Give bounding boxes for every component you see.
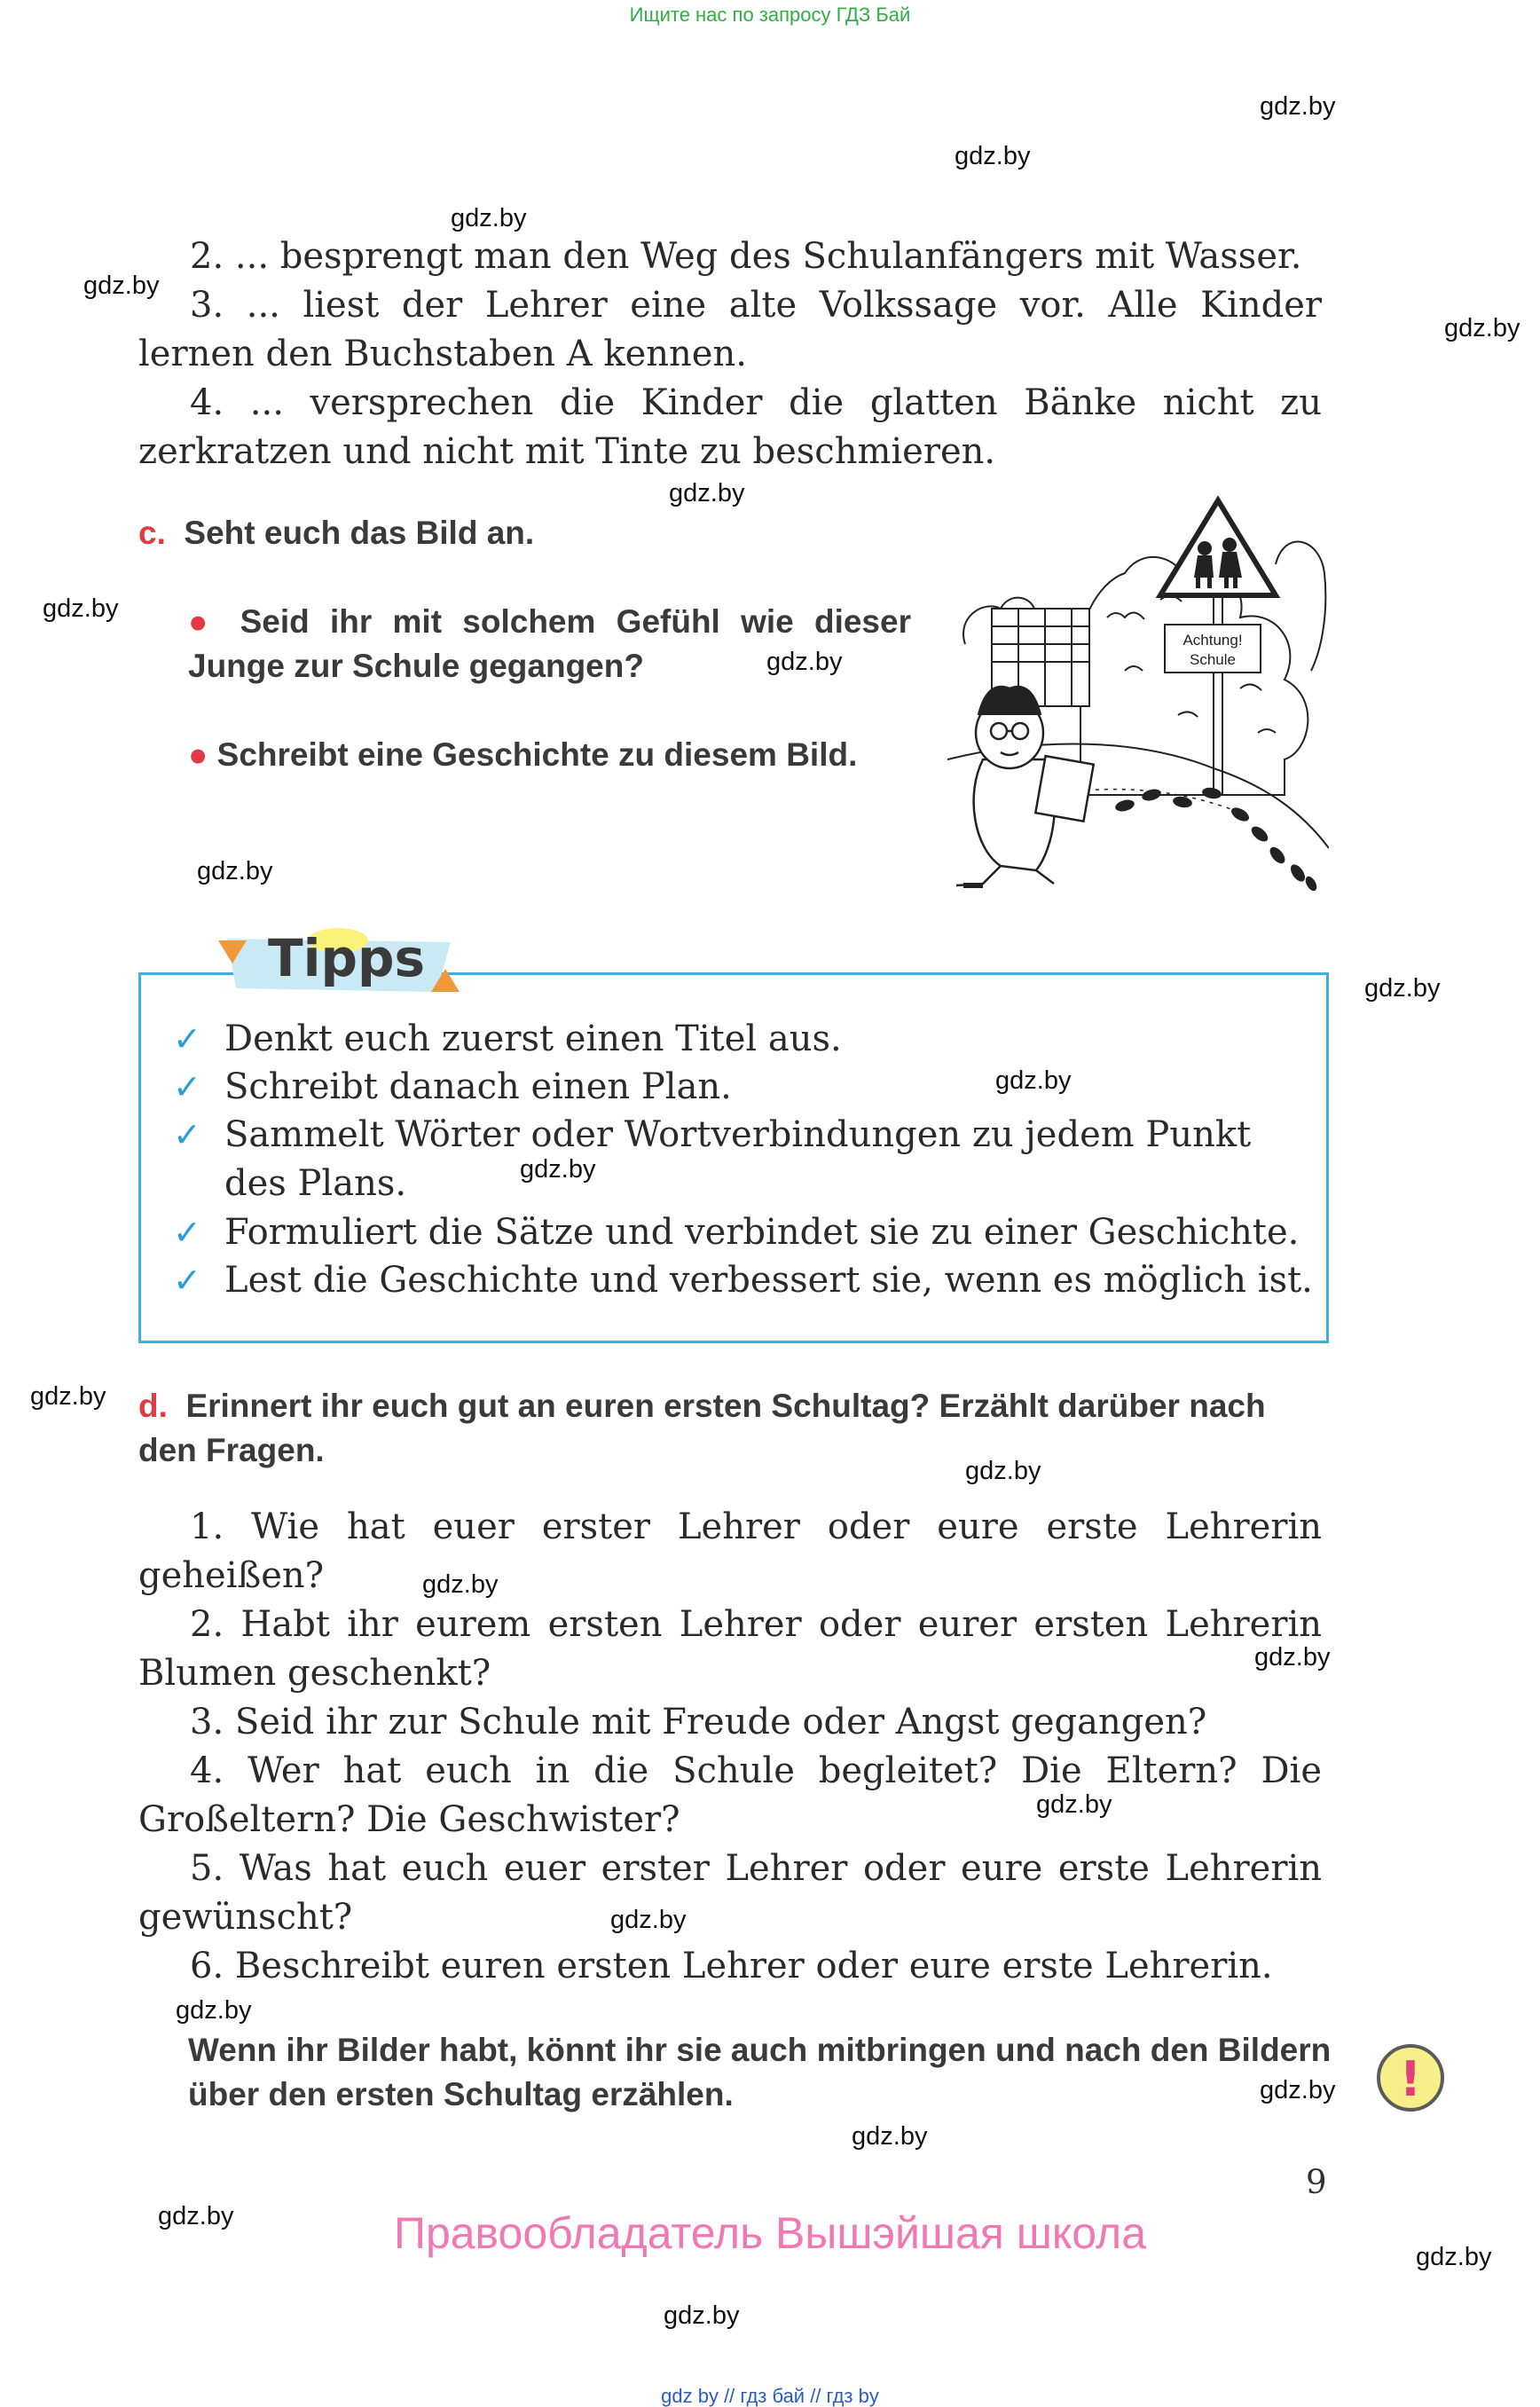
watermark: gdz.by	[955, 142, 1031, 170]
search-hint-link[interactable]: Ищите нас по запросу ГДЗ Бай	[629, 4, 911, 26]
watermark: gdz.by	[1254, 1643, 1331, 1672]
checkmark-icon: ✓	[173, 1067, 201, 1106]
question-item: 5. Was hat euch euer erster Lehrer oder eure erste Lehrerin gewünscht?	[138, 1848, 1323, 1938]
watermark: gdz.by	[1260, 2076, 1336, 2104]
page-number: 9	[1306, 2163, 1327, 2201]
watermark: gdz.by	[995, 1066, 1072, 1095]
watermark: gdz.by	[1364, 974, 1441, 1003]
watermark: gdz.by	[1444, 314, 1520, 342]
boy-school-illustration	[947, 493, 1329, 891]
watermark: gdz.by	[1260, 92, 1336, 121]
section-d-note: Wenn ihr Bilder habt, könnt ihr sie auch mitbringen und nach den Bildern über den ersten Schultag erzählen.	[188, 2032, 1332, 2112]
tip-item: ✓ Formuliert die Sätze und verbindet sie zu einer Geschichte.	[173, 1208, 1299, 1257]
watermark: gdz.by	[520, 1155, 596, 1184]
copyright-holder: Правообладатель Вышэйшая школа	[394, 2208, 1146, 2258]
watermark: gdz.by	[852, 2122, 928, 2151]
checkmark-icon: ✓	[173, 1019, 201, 1058]
exclamation-icon	[1375, 2042, 1446, 2113]
watermark: gdz.by	[766, 648, 843, 676]
tip-item: ✓ Schreibt danach einen Plan.	[173, 1063, 732, 1112]
question-item: 1. Wie hat euer erster Lehrer oder eure erste Lehrerin geheißen?	[138, 1506, 1322, 1596]
svg-text:!: !	[1399, 2051, 1422, 2107]
watermark: gdz.by	[610, 1906, 687, 1934]
watermark: gdz.by	[422, 1570, 499, 1599]
tip-item: ✓ Sammelt Wörter oder Wortverbindungen zu jedem Punkt des Plans.	[173, 1111, 1301, 1208]
bullet-item: ● Schreibt eine Geschichte zu diesem Bild.	[188, 736, 858, 773]
exercise-list	[138, 232, 1322, 476]
list-item: 4. ... versprechen die Kinder die glatten Bänke nicht zu zerkratzen und nicht mit Tinte zu beschmieren.	[138, 382, 1323, 472]
watermark: gdz.by	[158, 2202, 234, 2230]
section-c-heading: c. Seht euch das Bild an.	[138, 515, 535, 551]
bullet-item: ● Seid ihr mit solchem Gefühl wie dieser Junge zur Schule gegangen?	[188, 603, 911, 684]
checkmark-icon: ✓	[173, 1115, 201, 1154]
watermark: gdz.by	[1036, 1790, 1112, 1819]
section-d-heading: d. Erinnert ihr euch gut an euren ersten Schultag? Erzählt darüber nach den Fragen.	[138, 1388, 1266, 1468]
watermark: gdz.by	[43, 594, 119, 623]
watermark: gdz.by	[83, 271, 160, 300]
list-item: 3. ... liest der Lehrer eine alte Volkssage vor. Alle Kinder lernen den Buchstaben A kennen.	[138, 285, 1322, 374]
watermark: gdz.by	[30, 1382, 106, 1411]
checkmark-icon: ✓	[173, 1261, 201, 1300]
question-list	[138, 1503, 1322, 1991]
watermark: gdz.by	[176, 1996, 252, 2025]
tip-item: ✓ Lest die Geschichte und verbessert sie, wenn es möglich ist.	[173, 1256, 1313, 1305]
question-item: 6. Beschreibt euren ersten Lehrer oder eure erste Lehrerin.	[190, 1946, 1273, 1986]
bullet-dot-icon: ●	[188, 603, 220, 640]
tip-item: ✓ Denkt euch zuerst einen Titel aus.	[173, 1015, 842, 1064]
watermark: gdz.by	[669, 479, 745, 507]
watermark: gdz.by	[965, 1457, 1041, 1485]
watermark: gdz.by	[197, 857, 273, 885]
question-item: 4. Wer hat euch in die Schule begleitet? Die Eltern? Die Großeltern? Die Geschwister?	[138, 1750, 1323, 1840]
checkmark-icon: ✓	[173, 1213, 201, 1252]
footer-links[interactable]: gdz by // гдз бай // гдз by	[661, 2385, 879, 2407]
list-item: 2. ... besprengt man den Weg des Schulanfängers mit Wasser.	[190, 236, 1302, 277]
tipps-title: Tipps	[268, 928, 426, 988]
sign-text-achtung: Achtung!	[1182, 632, 1243, 649]
bullet-dot-icon: ●	[188, 736, 208, 773]
sign-text-schule: Schule	[1190, 651, 1236, 668]
watermark: gdz.by	[451, 204, 527, 232]
watermark: gdz.by	[1416, 2243, 1492, 2271]
question-item: 2. Habt ihr eurem ersten Lehrer oder eurer ersten Lehrerin Blumen geschenkt?	[138, 1604, 1322, 1694]
watermark: gdz.by	[664, 2301, 740, 2330]
question-item: 3. Seid ihr zur Schule mit Freude oder Angst gegangen?	[190, 1702, 1207, 1742]
